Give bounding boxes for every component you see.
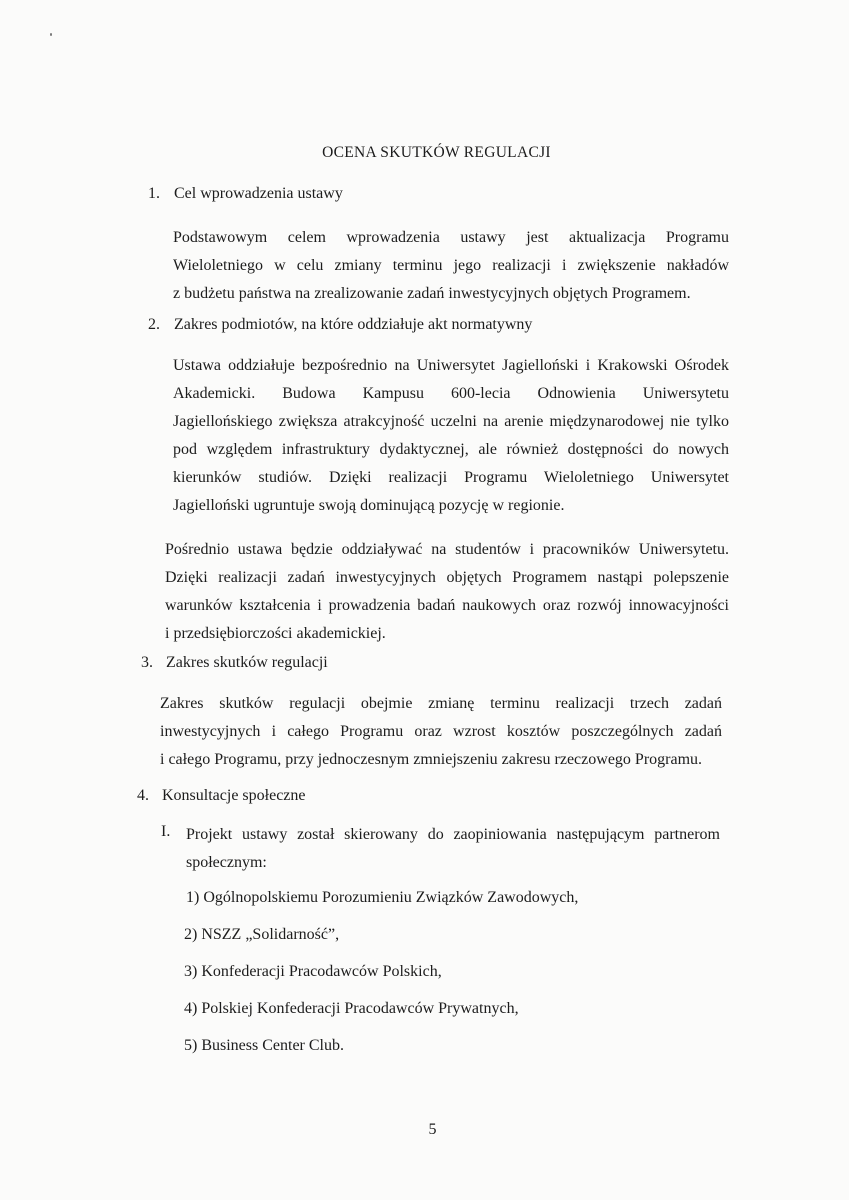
section-4-title: Konsultacje społeczne <box>162 787 306 804</box>
list-item: 1) Ogólnopolskiemu Porozumieniu Związków Zawodowych, <box>186 889 579 906</box>
list-item: 2) NSZZ „Solidarność”, <box>184 926 340 943</box>
paragraph-line: Wieloletniego w celu zmiany terminu jego realizacji i zwiększenie nakładów <box>173 257 729 274</box>
section-1-number: 1. <box>148 185 160 202</box>
section-1-title: Cel wprowadzenia ustawy <box>174 185 343 202</box>
paragraph-line: i całego Programu, przy jednoczesnym zmniejszeniu zakresu rzeczowego Programu. <box>160 751 703 768</box>
list-item: 4) Polskiej Konfederacji Pracodawców Prywatnych, <box>184 1000 519 1017</box>
paragraph-line: pod względem infrastruktury dydaktycznej, ale również dostępności do nowych <box>173 441 729 458</box>
subsection-i-text <box>186 821 720 877</box>
section-3-number: 3. <box>141 654 153 671</box>
section-4-number: 4. <box>137 787 149 804</box>
document-title: OCENA SKUTKÓW REGULACJI <box>322 144 551 161</box>
page-number: 5 <box>428 1121 437 1138</box>
paragraph-line: warunków kształcenia i prowadzenia badań naukowych oraz rozwój innowacyjności <box>165 597 729 614</box>
paragraph-line: Akademicki. Budowa Kampusu 600-lecia Odnowienia Uniwersytetu <box>173 385 729 402</box>
list-item: 3) Konfederacji Pracodawców Polskich, <box>184 963 442 980</box>
paragraph-line: społecznym: <box>186 854 267 871</box>
paragraph-line: z budżetu państwa na zrealizowanie zadań inwestycyjnych objętych Programem. <box>173 285 691 302</box>
paragraph-line: i przedsiębiorczości akademickiej. <box>165 625 386 642</box>
paragraph-line: Jagiellońskiego zwiększa atrakcyjność uczelni na arenie międzynarodowej nie tylko <box>173 413 729 430</box>
paragraph-line: Projekt ustawy został skierowany do zaopiniowania następującym partnerom <box>186 826 720 843</box>
section-2-paragraph-1 <box>173 352 729 520</box>
section-3-title: Zakres skutków regulacji <box>166 654 328 671</box>
paragraph-line: Zakres skutków regulacji obejmie zmianę terminu realizacji trzech zadań <box>160 695 722 712</box>
paragraph-line: kierunków studiów. Dzięki realizacji Programu Wieloletniego Uniwersytet <box>173 469 729 486</box>
paragraph-line: Jagielloński ugruntuje swoją dominującą pozycję w regionie. <box>173 497 565 514</box>
scan-speck <box>50 33 52 36</box>
section-1-paragraph <box>173 224 729 308</box>
section-2-title: Zakres podmiotów, na które oddziałuje akt normatywny <box>174 316 533 333</box>
section-2-paragraph-2 <box>165 536 729 648</box>
subsection-i-number: I. <box>161 823 171 840</box>
section-3-paragraph <box>160 690 722 774</box>
paragraph-line: inwestycyjnych i całego Programu oraz wzrost kosztów poszczególnych zadań <box>160 723 722 740</box>
section-2-number: 2. <box>148 316 160 333</box>
paragraph-line: Podstawowym celem wprowadzenia ustawy jest aktualizacja Programu <box>173 229 729 246</box>
list-item: 5) Business Center Club. <box>184 1037 344 1054</box>
paragraph-line: Dzięki realizacji zadań inwestycyjnych objętych Programem nastąpi polepszenie <box>165 569 729 586</box>
paragraph-line: Pośrednio ustawa będzie oddziaływać na studentów i pracowników Uniwersytetu. <box>165 541 729 558</box>
paragraph-line: Ustawa oddziałuje bezpośrednio na Uniwersytet Jagielloński i Krakowski Ośrodek <box>173 357 729 374</box>
